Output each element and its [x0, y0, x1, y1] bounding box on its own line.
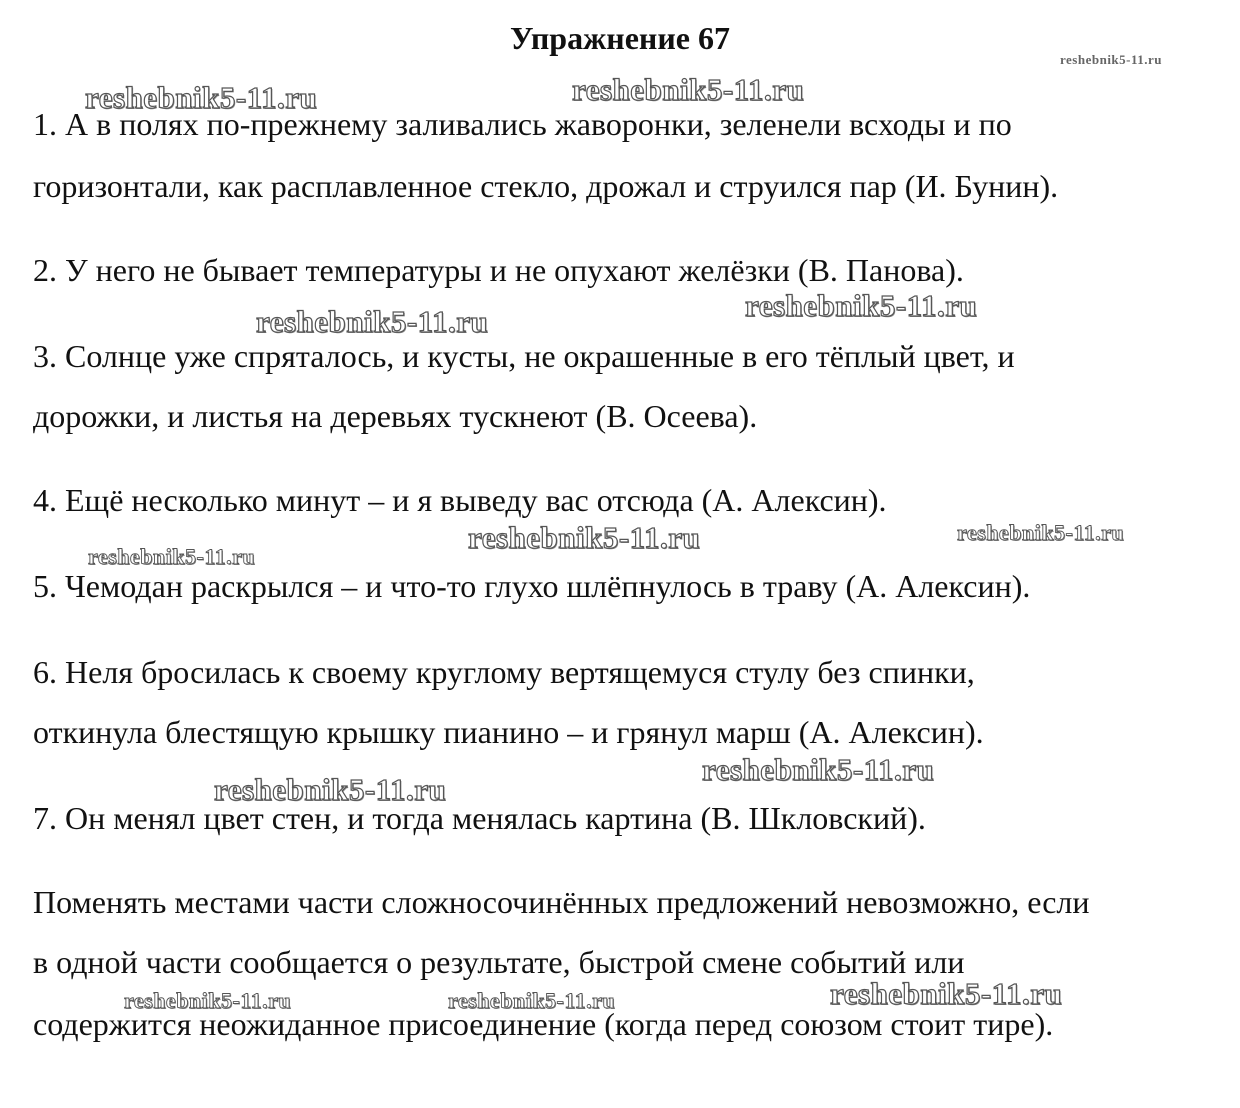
sentence-7: 7. Он менял цвет стен, и тогда менялась картина (В. Шкловский).	[33, 800, 926, 836]
sentence-6-line-2: откинула блестящую крышку пианино – и грянул марш (А. Алексин).	[33, 714, 984, 750]
rule-line-3: содержится неожиданное присоединение (когда перед союзом стоит тире).	[33, 1006, 1054, 1042]
watermark: reshebnik5-11.ru	[745, 288, 978, 323]
sentence-4: 4. Ещё несколько минут – и я выведу вас отсюда (А. Алексин).	[33, 482, 887, 518]
watermark: reshebnik5-11.ru	[256, 304, 489, 339]
watermark: reshebnik5-11.ru	[1060, 52, 1163, 67]
sentence-5: 5. Чемодан раскрылся – и что-то глухо шлёпнулось в траву (А. Алексин).	[33, 568, 1031, 604]
watermark: reshebnik5-11.ru	[88, 544, 256, 569]
sentence-1-line-2: горизонтали, как расплавленное стекло, дрожал и струился пар (И. Бунин).	[33, 168, 1059, 204]
rule-line-1: Поменять местами части сложносочинённых предложений невозможно, если	[33, 884, 1090, 920]
sentence-3-line-1: 3. Солнце уже спряталось, и кусты, не окрашенные в его тёплый цвет, и	[33, 338, 1015, 374]
exercise-title: Упражнение 67	[509, 20, 730, 56]
watermark: reshebnik5-11.ru	[468, 520, 701, 555]
sentence-2: 2. У него не бывает температуры и не опухают желёзки (В. Панова).	[33, 252, 964, 288]
watermark: reshebnik5-11.ru	[957, 520, 1125, 545]
watermark: reshebnik5-11.ru	[702, 752, 935, 787]
rule-line-2: в одной части сообщается о результате, быстрой смене событий или	[33, 944, 965, 980]
watermark: reshebnik5-11.ru	[85, 80, 318, 115]
sentence-3-line-2: дорожки, и листья на деревьях тускнеют (В. Осеева).	[33, 398, 758, 434]
sentence-6-line-1: 6. Неля бросилась к своему круглому вертящемуся стулу без спинки,	[33, 654, 975, 690]
watermark: reshebnik5-11.ru	[124, 988, 292, 1013]
watermark: reshebnik5-11.ru	[830, 976, 1063, 1011]
sentence-1-line-1: 1. А в полях по-прежнему заливались жаворонки, зеленели всходы и по	[33, 106, 1012, 142]
watermark: reshebnik5-11.ru	[572, 72, 805, 107]
watermark: reshebnik5-11.ru	[214, 772, 447, 807]
watermark: reshebnik5-11.ru	[448, 988, 616, 1013]
